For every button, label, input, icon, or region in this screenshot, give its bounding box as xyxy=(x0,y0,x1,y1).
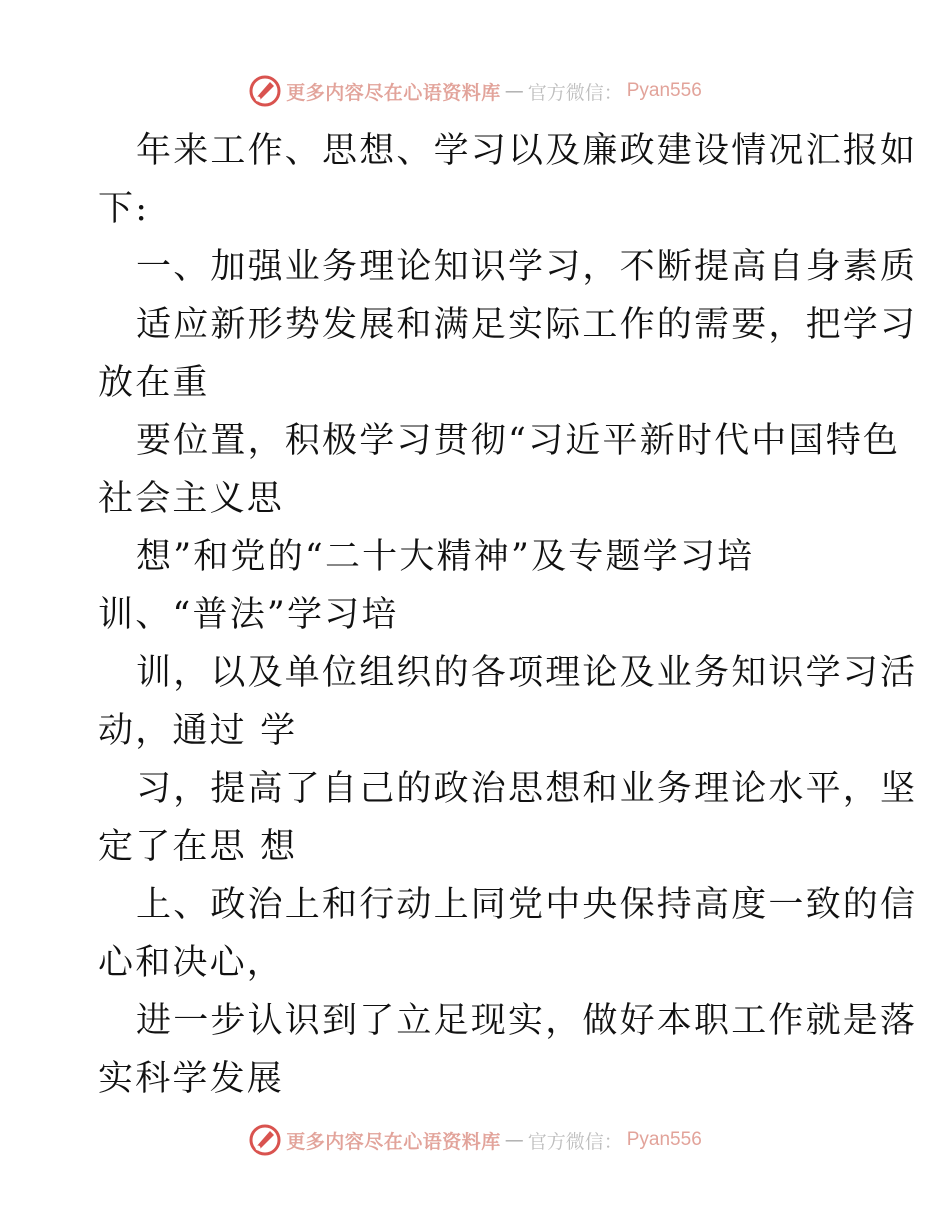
text-line: 要位置，积极学习贯彻“习近平新时代中国特色 xyxy=(136,421,901,461)
watermark-separator: — xyxy=(504,1129,524,1151)
text-line: 适应新形势发展和满足实际工作的需要，把学习 xyxy=(136,305,918,345)
text-line: 定了在思 想 xyxy=(98,827,298,867)
document-body xyxy=(98,122,918,1108)
footer-watermark xyxy=(0,1120,950,1160)
text-line: 想”和党的“二十大精神”及专题学习培 xyxy=(136,537,755,577)
text-line: 实科学发展 xyxy=(98,1059,285,1099)
brand-logo-icon xyxy=(248,1123,282,1157)
text-line: 下: xyxy=(98,189,150,229)
brand-logo-icon xyxy=(248,74,282,108)
text-line: 习，提高了自己的政治思想和业务理论水平，坚 xyxy=(136,769,918,809)
text-line: 训、“普法”学习培 xyxy=(98,595,399,635)
watermark-brand: 更多内容尽在心语资料库 xyxy=(286,1130,501,1153)
watermark-brand: 更多内容尽在心语资料库 xyxy=(286,81,501,104)
text-line: 年来工作、思想、学习以及廉政建设情况汇报如 xyxy=(136,131,918,171)
text-line: 社会主义思 xyxy=(98,479,285,519)
text-line: 放在重 xyxy=(98,363,210,403)
text-line: 训，以及单位组织的各项理论及业务知识学习活 xyxy=(136,653,918,693)
header-watermark xyxy=(0,71,950,111)
text-line: 上、政治上和行动上同党中央保持高度一致的信 xyxy=(136,885,918,925)
watermark-wechat-label: 官方微信： xyxy=(527,81,623,104)
text-line: 进一步认识到了立足现实，做好本职工作就是落 xyxy=(136,1001,918,1041)
watermark-wechat-id: Pyan556 xyxy=(626,1129,702,1150)
section-heading: 一、加强业务理论知识学习，不断提高自身素质 xyxy=(136,247,918,287)
watermark-wechat-label: 官方微信： xyxy=(527,1130,623,1153)
text-line: 动，通过 学 xyxy=(98,711,298,751)
watermark-wechat-id: Pyan556 xyxy=(626,80,702,101)
text-line: 心和决心， xyxy=(98,943,285,983)
watermark-separator: — xyxy=(504,80,524,102)
